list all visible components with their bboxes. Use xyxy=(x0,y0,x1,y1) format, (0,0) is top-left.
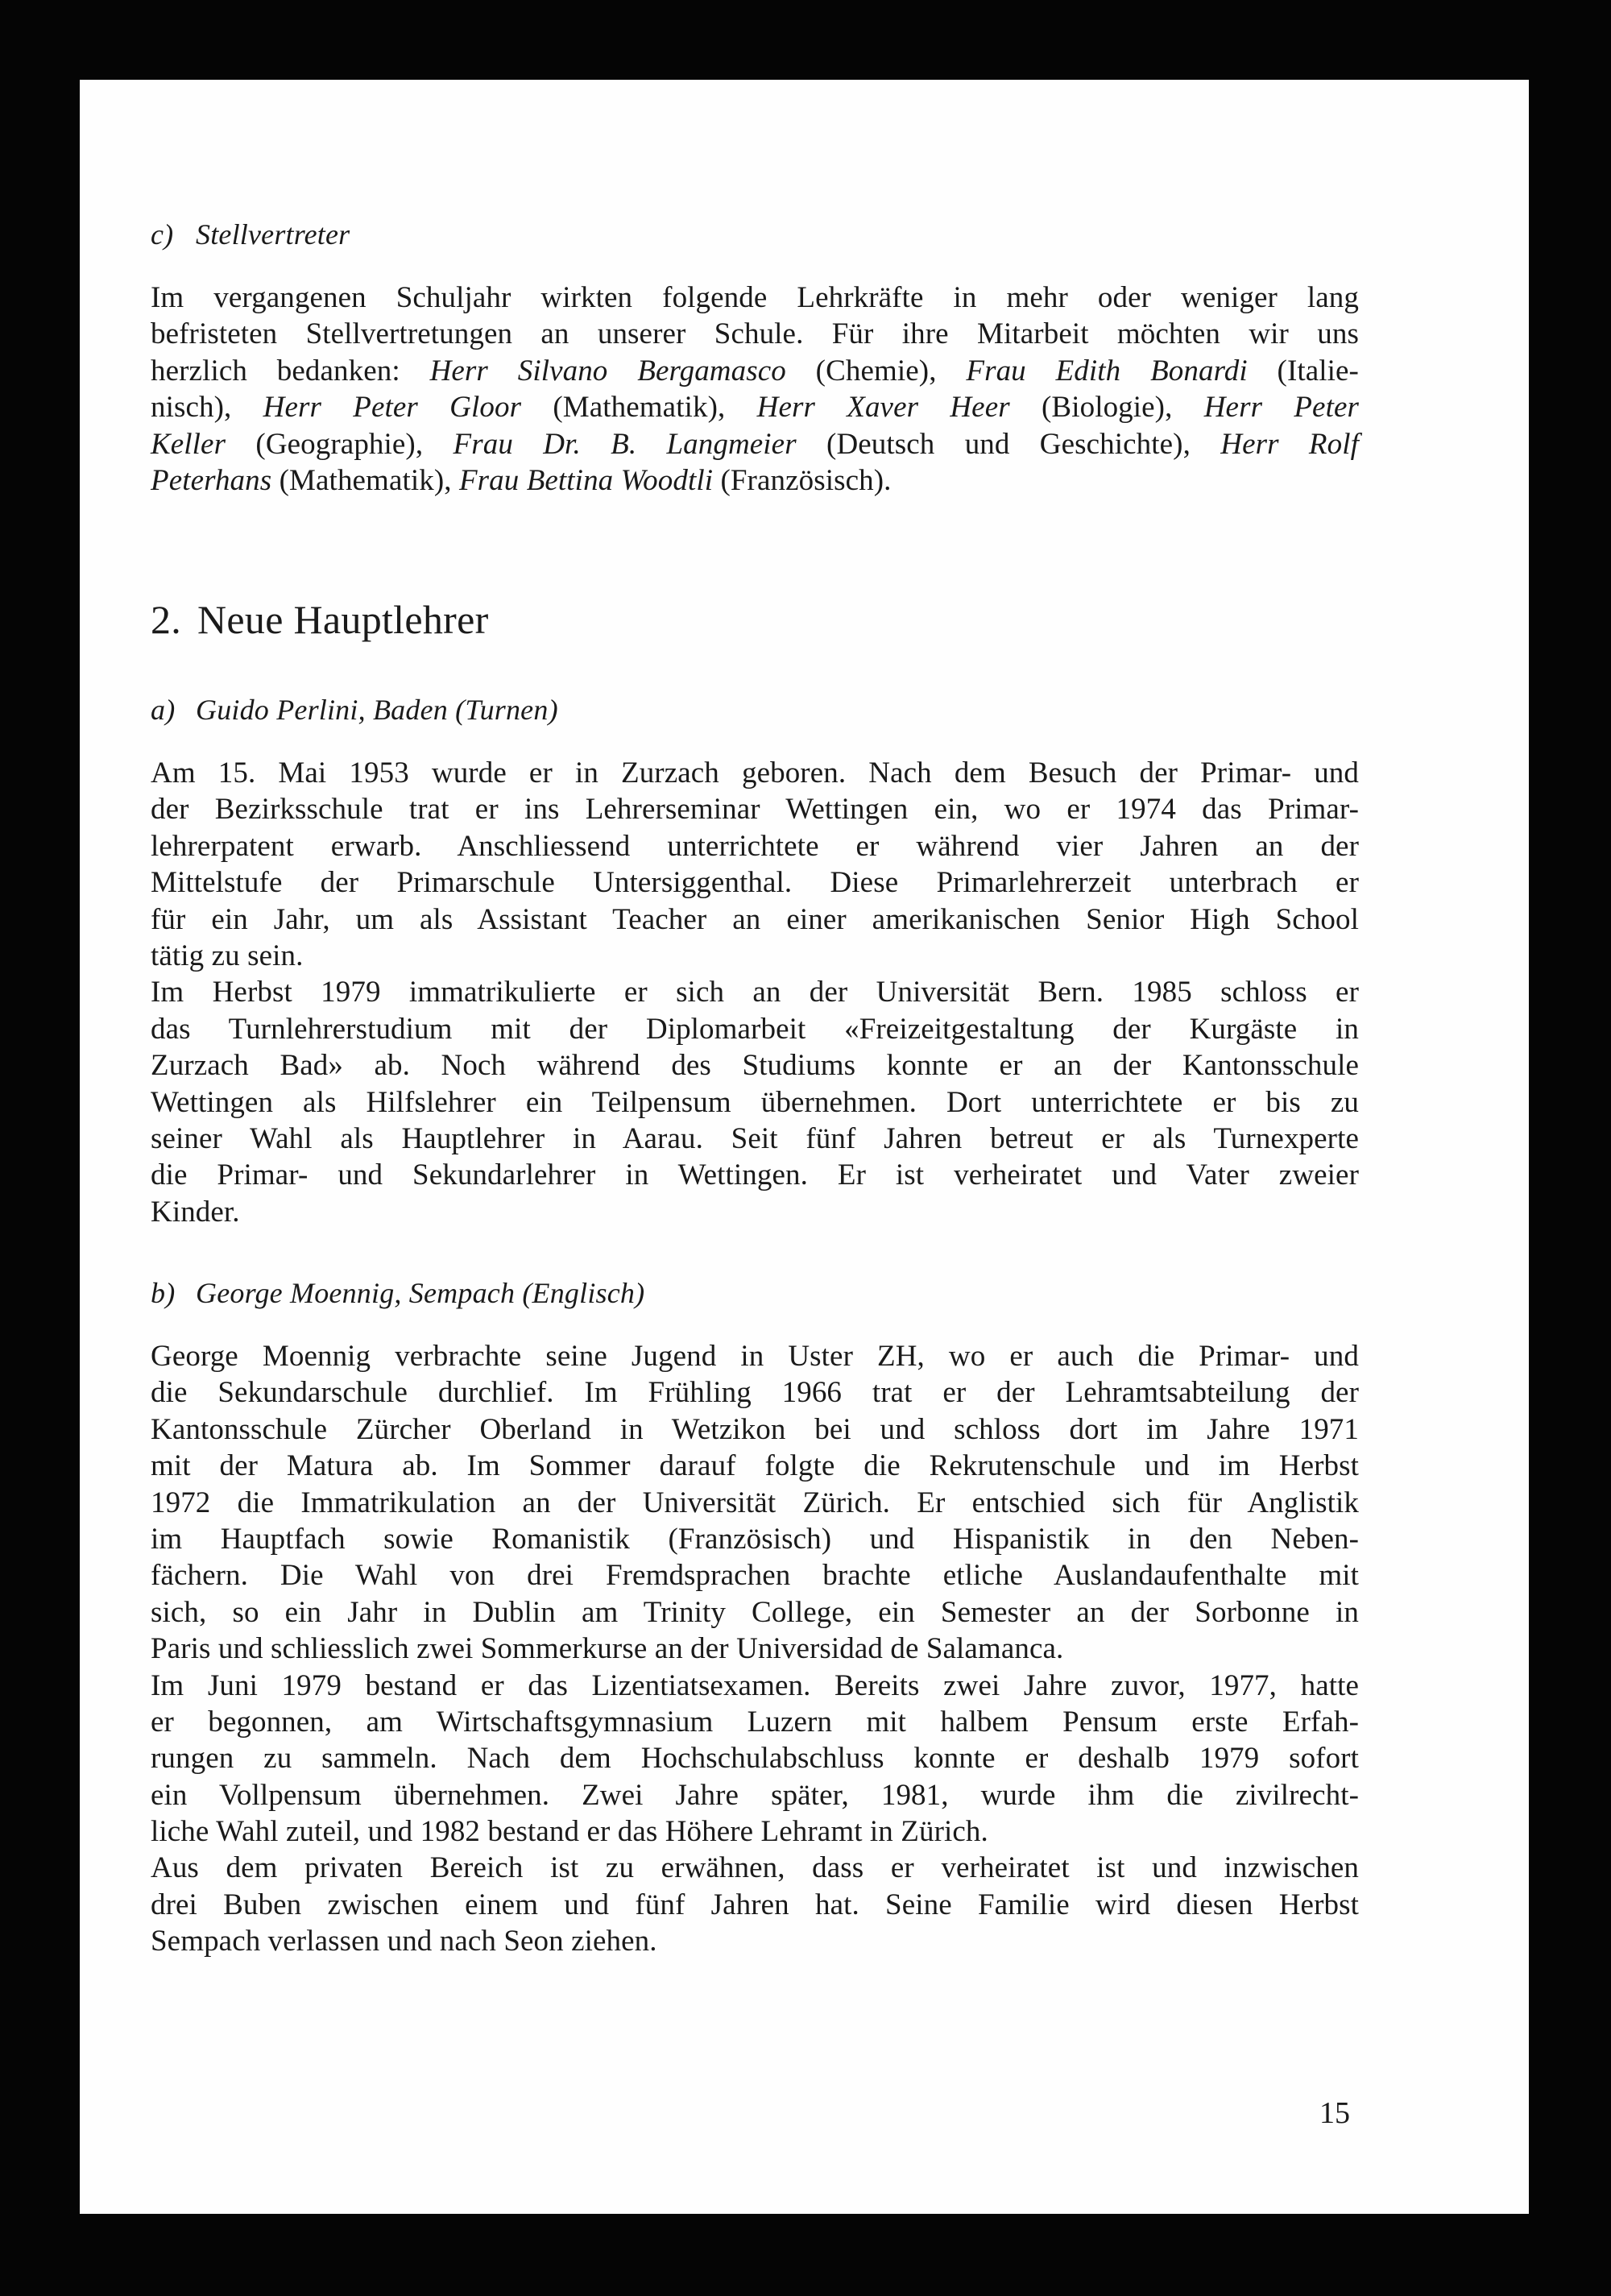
person-name: Herr Xaver Heer xyxy=(756,391,1010,425)
text-line: der Bezirksschule trat er ins Lehrerseminar Wettingen ein, wo er 1974 das Primar- xyxy=(151,793,1359,827)
text-line: Paris und schliesslich zwei Sommerkurse an der Universidad de Salamanca. xyxy=(151,1632,1064,1666)
document-page xyxy=(80,80,1529,2214)
text-run: (Italie- xyxy=(1247,354,1359,388)
page-number: 15 xyxy=(1319,2096,1350,2130)
subsection-label: c) xyxy=(151,218,174,251)
subsection-label: b) xyxy=(151,1277,176,1309)
person-name: Frau Edith Bonardi xyxy=(966,354,1248,388)
text-run: (Deutsch und Geschichte), xyxy=(796,427,1221,461)
person-name: Frau Dr. B. Langmeier xyxy=(453,427,797,461)
text-line: Mittelstufe der Primarschule Untersiggenthal. Diese Primarlehrerzeit unterbrach er xyxy=(151,866,1359,900)
text-line: mit der Matura ab. Im Sommer darauf folgte die Rekrutenschule und im Herbst xyxy=(151,1449,1359,1483)
text-line: George Moennig verbrachte seine Jugend in Uster ZH, wo er auch die Primar- und xyxy=(151,1340,1359,1373)
text-line: er begonnen, am Wirtschaftsgymnasium Luzern mit halbem Pensum erste Erfah- xyxy=(151,1705,1359,1739)
text-line: Kinder. xyxy=(151,1195,240,1229)
text-run: (Geographie), xyxy=(226,427,453,461)
paragraph-moennig xyxy=(151,1338,1359,1960)
text-line: drei Buben zwischen einem und fünf Jahren hat. Seine Familie wird diesen Herbst xyxy=(151,1888,1359,1921)
text-run: (Chemie), xyxy=(785,354,967,388)
text-line xyxy=(151,389,1359,425)
text-run: Im vergangenen Schuljahr wirkten folgende Lehrkräfte in mehr oder weniger lang xyxy=(151,281,1359,314)
person-name: Keller xyxy=(151,427,226,461)
person-name: Peterhans xyxy=(151,463,272,497)
text-line: für ein Jahr, um als Assistant Teacher an einer amerikanischen Senior High School xyxy=(151,902,1359,936)
text-line xyxy=(151,316,1359,352)
text-run: (Mathematik), xyxy=(521,391,757,425)
text-line xyxy=(151,462,1359,499)
text-line: liche Wahl zuteil, und 1982 bestand er das Höhere Lehramt in Zürich. xyxy=(151,1815,988,1849)
text-line: rungen zu sammeln. Nach dem Hochschulabschluss konnte er deshalb 1979 sofort xyxy=(151,1742,1359,1776)
text-run: herzlich bedanken: xyxy=(151,354,430,388)
subsection-title: George Moennig, Sempach (Englisch) xyxy=(196,1277,645,1309)
text-line: im Hauptfach sowie Romanistik (Französisch) und Hispanistik in den Neben- xyxy=(151,1522,1359,1556)
subsection-title: Stellvertreter xyxy=(196,218,350,251)
text-line xyxy=(151,353,1359,389)
section-number: 2. xyxy=(151,597,182,642)
text-line: die Primar- und Sekundarlehrer in Wettingen. Er ist verheiratet und Vater zweier xyxy=(151,1158,1359,1192)
person-name: Herr Silvano Bergamasco xyxy=(429,354,786,388)
text-line xyxy=(151,280,1359,316)
text-line: Wettingen als Hilfslehrer ein Teilpensum übernehmen. Dort unterrichtete er bis zu xyxy=(151,1085,1359,1119)
text-line: tätig zu sein. xyxy=(151,939,304,972)
subsection-title: Guido Perlini, Baden (Turnen) xyxy=(196,694,558,726)
text-run: (Mathematik), xyxy=(271,463,459,497)
text-line: Am 15. Mai 1953 wurde er in Zurzach geboren. Nach dem Besuch der Primar- und xyxy=(151,756,1359,790)
person-name: Herr Peter xyxy=(1203,391,1359,425)
text-line: 1972 die Immatrikulation an der Universität Zürich. Er entschied sich für Anglistik xyxy=(151,1486,1359,1519)
text-line: das Turnlehrerstudium mit der Diplomarbeit «Freizeitgestaltung der Kurgäste in xyxy=(151,1012,1359,1046)
text-line: Aus dem privaten Bereich ist zu erwähnen, dass er verheiratet ist und inzwischen xyxy=(151,1851,1359,1885)
text-run: nisch), xyxy=(151,391,263,425)
text-line: sich, so ein Jahr in Dublin am Trinity College, ein Semester an der Sorbonne in xyxy=(151,1595,1359,1629)
subsection-label: a) xyxy=(151,694,176,726)
subsection-heading-stellvertreter xyxy=(151,217,350,252)
text-line: ein Vollpensum übernehmen. Zwei Jahre später, 1981, wurde ihm die zivilrecht- xyxy=(151,1778,1359,1812)
text-line: lehrerpatent erwarb. Anschliessend unterrichtete er während vier Jahren an der xyxy=(151,829,1359,863)
text-line: Kantonsschule Zürcher Oberland in Wetzikon bei und schloss dort im Jahre 1971 xyxy=(151,1412,1359,1446)
text-line: fächern. Die Wahl von drei Fremdsprachen brachte etliche Auslandaufenthalte mit xyxy=(151,1559,1359,1593)
text-run: (Biologie), xyxy=(1009,391,1204,425)
person-name: Herr Peter Gloor xyxy=(263,391,522,425)
person-name: Herr Rolf xyxy=(1220,427,1359,461)
subsection-heading-perlini xyxy=(151,692,558,727)
text-line: die Sekundarschule durchlief. Im Frühling 1966 trat er der Lehramtsabteilung der xyxy=(151,1376,1359,1410)
paragraph-stellvertreter xyxy=(151,280,1359,499)
text-run: befristeten Stellvertretungen an unserer Schule. Für ihre Mitarbeit möchten wir uns xyxy=(151,317,1359,351)
section-heading-neue-hauptlehrer xyxy=(151,595,489,644)
text-line: seiner Wahl als Hauptlehrer in Aarau. Seit fünf Jahren betreut er als Turnexperte xyxy=(151,1121,1359,1155)
subsection-heading-moennig xyxy=(151,1275,644,1311)
text-line: Sempach verlassen und nach Seon ziehen. xyxy=(151,1925,657,1958)
person-name: Frau Bettina Woodtli xyxy=(458,463,714,497)
text-line: Im Juni 1979 bestand er das Lizentiatsexamen. Bereits zwei Jahre zuvor, 1977, hatte xyxy=(151,1668,1359,1702)
section-title: Neue Hauptlehrer xyxy=(197,597,489,642)
paragraph-perlini xyxy=(151,755,1359,1230)
text-line: Im Herbst 1979 immatrikulierte er sich an der Universität Bern. 1985 schloss er xyxy=(151,976,1359,1009)
text-run: (Französisch). xyxy=(713,463,892,497)
text-line: Zurzach Bad» ab. Noch während des Studiums konnte er an der Kantonsschule xyxy=(151,1049,1359,1083)
text-line xyxy=(151,426,1359,462)
